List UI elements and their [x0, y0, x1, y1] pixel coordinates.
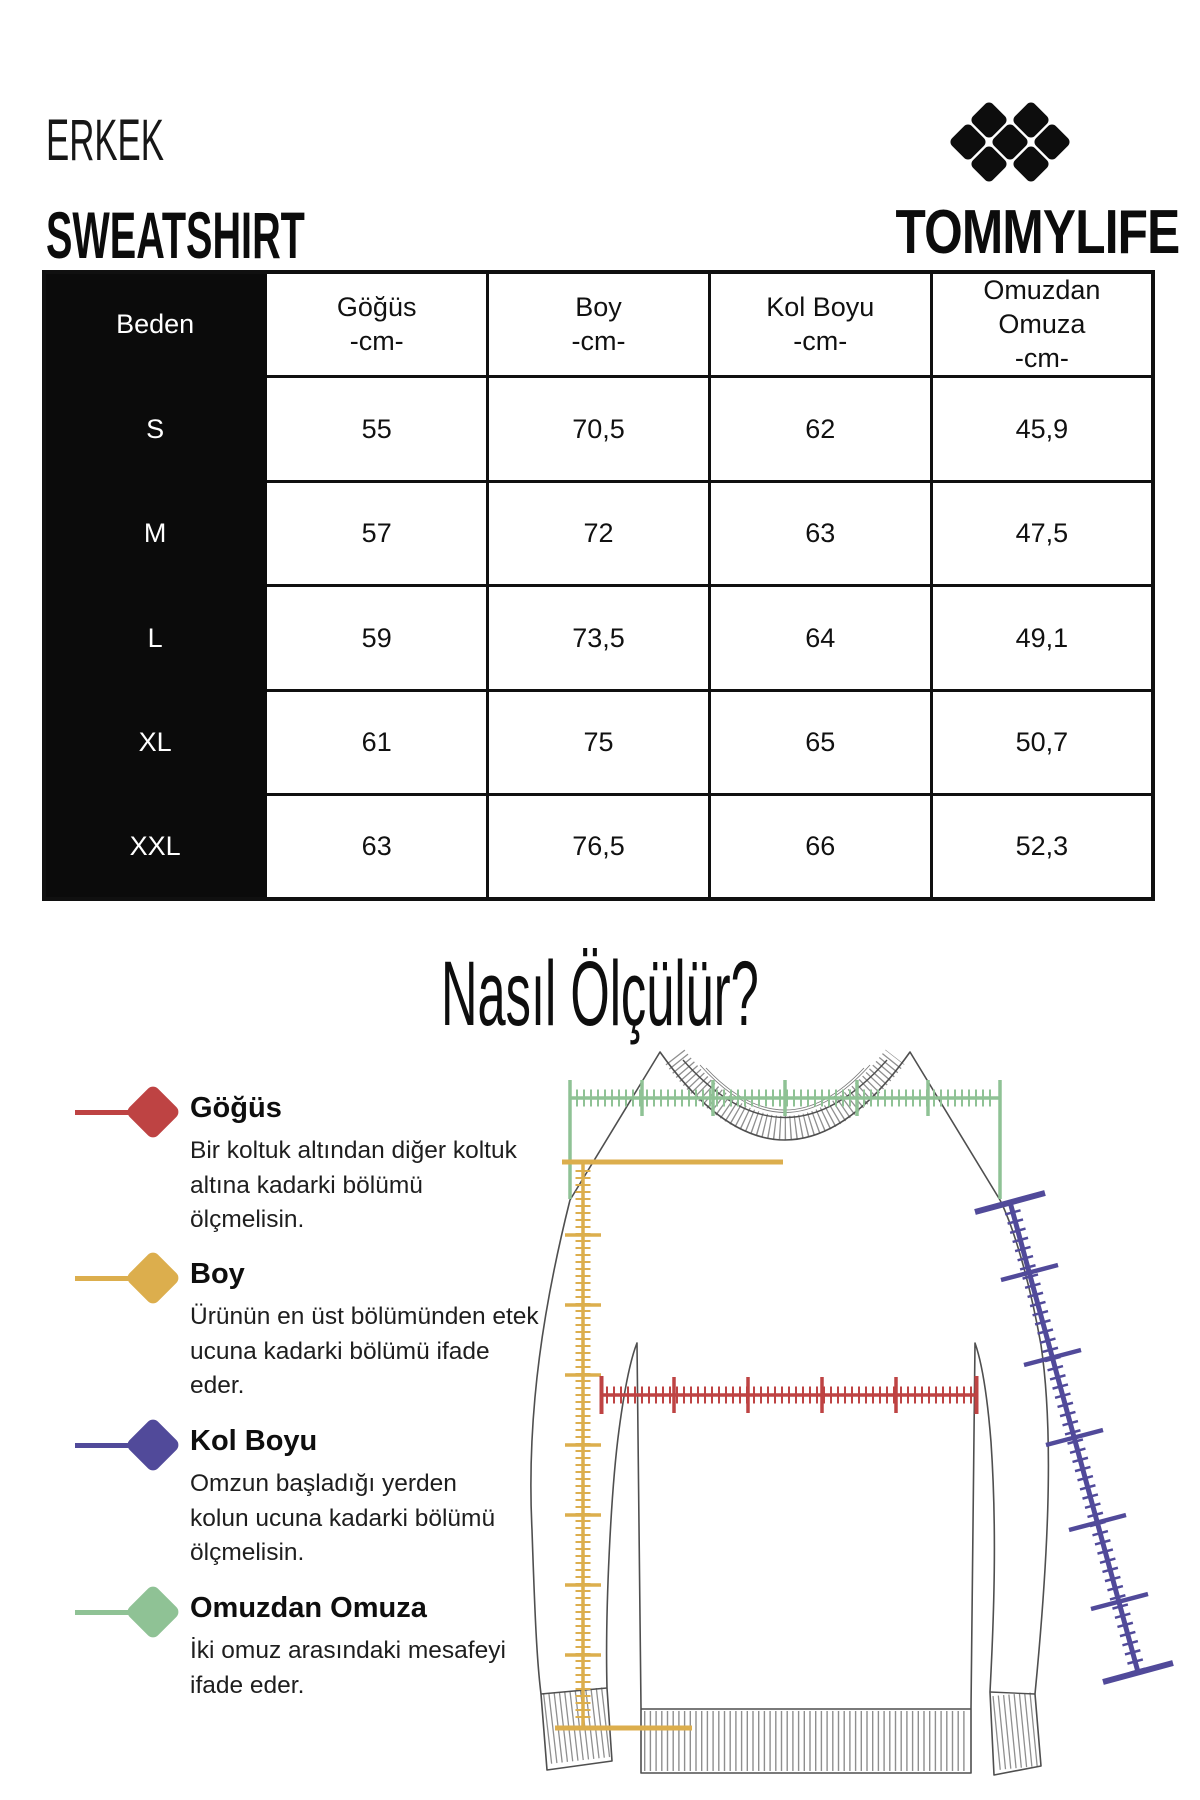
column-name: Göğüs [336, 291, 417, 322]
size-label: L [44, 586, 266, 691]
shoulder-diamond-marker-icon [75, 1582, 185, 1642]
column-header-chest [266, 272, 488, 377]
sleeve-diamond-marker-icon [75, 1415, 185, 1475]
cell-length: 73,5 [488, 586, 710, 691]
page-header [46, 108, 477, 272]
size-label: XXL [44, 795, 266, 900]
diamond-icon [125, 1584, 182, 1641]
cell-chest: 63 [266, 795, 488, 900]
legend-description: Ürünün en üst bölümünden etek ucuna kadarki bölümü ifade eder. [190, 1303, 539, 1399]
diamond-icon [125, 1250, 182, 1307]
brand-block [860, 98, 1180, 267]
column-name: Boy [575, 291, 622, 322]
column-unit: -cm- [571, 325, 626, 356]
legend-description: Omzun başladığı yerden kolun ucuna kadarki bölümü ölçmelisin. [190, 1470, 496, 1566]
legend-label: Kol Boyu [190, 1425, 318, 1457]
legend-label: Omuzdan Omuza [190, 1592, 427, 1624]
size-label: M [44, 481, 266, 586]
cell-shoulder: 50,7 [931, 690, 1153, 795]
category-title: ERKEK [46, 108, 164, 173]
cell-length: 76,5 [488, 795, 710, 900]
table-row [44, 586, 1153, 691]
size-label: S [44, 377, 266, 482]
brand-logo-diamond-cluster-icon [946, 98, 1074, 186]
corner-header-cell: Beden [44, 272, 266, 377]
cell-shoulder: 52,3 [931, 795, 1153, 900]
cell-sleeve: 64 [709, 586, 931, 691]
cell-length: 75 [488, 690, 710, 795]
sweatshirt-measurement-diagram [470, 1010, 1190, 1780]
column-name: Omuzdan Omuza [983, 275, 1101, 339]
legend-label: Göğüs [190, 1092, 282, 1124]
chest-diamond-marker-icon [75, 1082, 185, 1142]
table-row [44, 690, 1153, 795]
table-row [44, 795, 1153, 900]
cell-chest: 55 [266, 377, 488, 482]
cell-sleeve: 62 [709, 377, 931, 482]
column-header-sleeve [709, 272, 931, 377]
cell-chest: 59 [266, 586, 488, 691]
column-name: Kol Boyu [766, 291, 875, 322]
legend-label: Boy [190, 1258, 245, 1290]
length-diamond-marker-icon [75, 1248, 185, 1308]
size-table-header-row [44, 272, 1153, 377]
cell-sleeve: 66 [709, 795, 931, 900]
diamond-icon [125, 1417, 182, 1474]
size-table [42, 270, 1155, 901]
cell-length: 72 [488, 481, 710, 586]
table-row [44, 481, 1153, 586]
cell-shoulder: 47,5 [931, 481, 1153, 586]
cell-shoulder: 49,1 [931, 586, 1153, 691]
table-row [44, 377, 1153, 482]
column-unit: -cm- [793, 325, 848, 356]
column-header-shoulder [931, 272, 1153, 377]
cell-sleeve: 65 [709, 690, 931, 795]
legend-description: İki omuz arasındaki mesafeyi ifade eder. [190, 1637, 506, 1699]
column-unit: -cm- [349, 325, 404, 356]
diamond-icon [125, 1084, 182, 1141]
how-to-measure-title-text: Nasıl Ölçülür? [441, 943, 759, 1045]
legend-description: Bir koltuk altından diğer koltuk altına kadarki bölümü ölçmelisin. [190, 1137, 517, 1233]
cell-sleeve: 63 [709, 481, 931, 586]
column-header-length [488, 272, 710, 377]
brand-name: TOMMYLIFE [895, 198, 1180, 267]
cell-shoulder: 45,9 [931, 377, 1153, 482]
size-label: XL [44, 690, 266, 795]
cell-chest: 61 [266, 690, 488, 795]
column-unit: -cm- [1014, 342, 1069, 373]
cell-length: 70,5 [488, 377, 710, 482]
cell-chest: 57 [266, 481, 488, 586]
product-title: SWEATSHIRT [46, 198, 305, 272]
